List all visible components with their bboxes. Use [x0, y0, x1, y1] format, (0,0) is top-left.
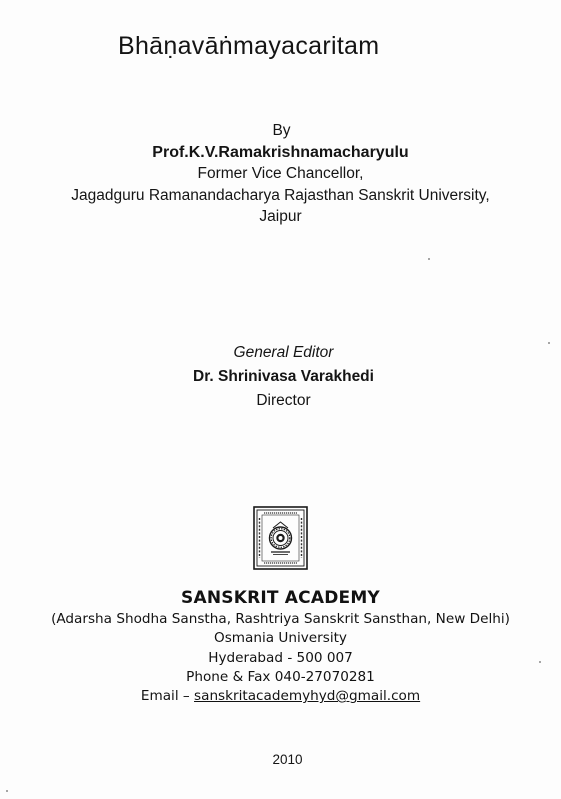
scan-speck — [548, 342, 550, 344]
author-position: Former Vice Chancellor, — [197, 165, 364, 182]
author-university: Jagadguru Ramanandacharya Rajasthan Sanskrit University, — [71, 186, 490, 204]
academy-seal-logo — [253, 506, 308, 570]
email-link[interactable]: sanskritacademyhyd@gmail.com — [194, 688, 421, 705]
publisher-email-line — [0, 687, 561, 706]
editor-title: Director — [256, 392, 311, 409]
email-label: Email – — [140, 688, 195, 705]
publisher-affiliation: (Adarsha Shodha Sanstha, Rashtriya Sanskrit Sansthan, New Delhi) — [51, 611, 510, 627]
editor-name: Dr. Shrinivasa Varakhedi — [193, 368, 374, 385]
editor-role: General Editor — [233, 344, 334, 361]
book-title: Bhāṇavāṅmayacaritam — [118, 32, 380, 60]
editor-block — [0, 341, 561, 413]
publisher-name: SANSKRIT ACADEMY — [181, 588, 380, 608]
publisher-university: Osmania University — [214, 630, 347, 647]
scan-speck — [6, 790, 8, 792]
author-block — [0, 120, 561, 228]
author-name: Prof.K.V.Ramakrishnamacharyulu — [152, 143, 409, 161]
publication-year: 2010 — [272, 752, 303, 767]
scan-speck — [539, 661, 541, 663]
scan-speck — [428, 258, 430, 260]
publisher-address: Hyderabad - 500 007 — [208, 649, 353, 666]
publisher-phone: Phone & Fax 040-27070281 — [186, 668, 375, 685]
publisher-block — [0, 586, 561, 706]
by-label: By — [272, 122, 291, 139]
author-city: Jaipur — [259, 208, 302, 225]
